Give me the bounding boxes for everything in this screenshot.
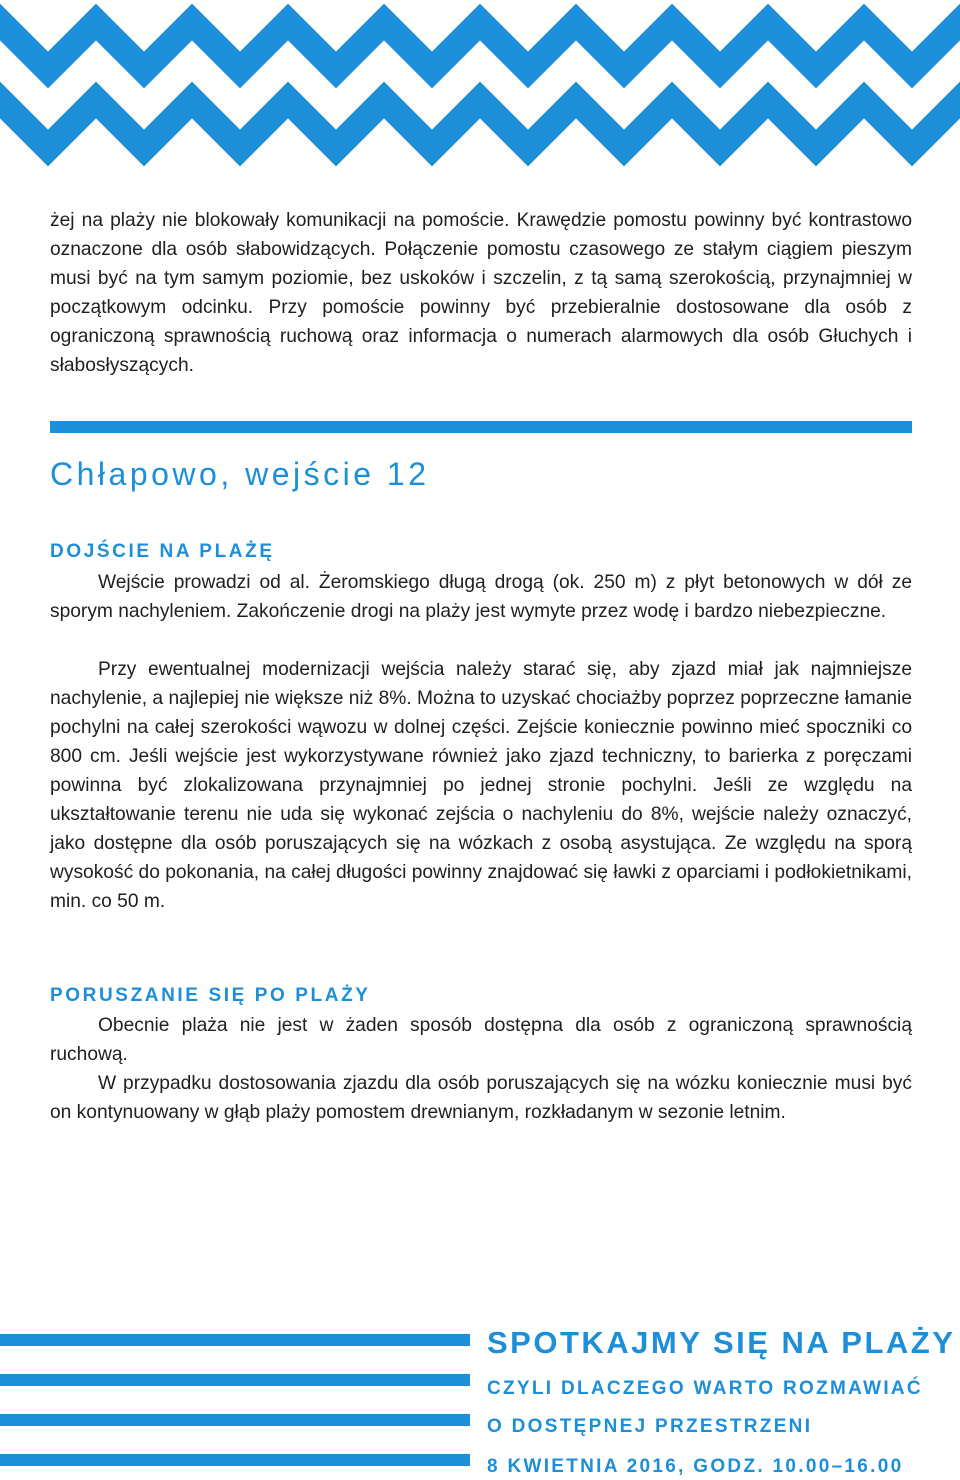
- intro-paragraph: żej na plaży nie blokowały komunikacji na pomoście. Krawędzie pomostu powinny być kontrastowo oznaczone dla osób słabowidzących. Połączenie pomostu czasowego ze stałym ciągiem pieszym musi być na tym samym poziomie, bez uskoków i szczelin, z tą samą szerokością, przynajmniej w początkowym odcinku. Przy pomoście powinny być przebieralnie dostosowane dla osób z ograniczoną sprawnością ruchową oraz informacja o numerach alarmowych dla osób Głuchych i słabosłyszących.: [50, 210, 912, 376]
- footer-subtitle-line1: CZYLI DLACZEGO WARTO ROZMAWIAĆ: [487, 1378, 923, 1399]
- access-paragraph-2: Przy ewentualnej modernizacji wejścia należy starać się, aby zjazd miał jak najmniejsze nachylenie, a najlepiej nie większe niż 8%. Można to uzyskać chociażby poprzez poprzeczne łamanie pochylni na całej szerokości wąwozu w dolnej części. Zejście koniecznie powinno mieć spoczniki co 800 cm. Jeśli wejście jest wykorzystywane również jako zjazd techniczny, to barierka z poręczami powinna być zlokalizowana przynajmniej po jednej stronie pochylni. Jeśli ze względu na ukształtowanie terenu nie uda się wykonać zejścia o nachyleniu do 8%, wejście należy oznaczyć, jako dostępne dla osób poruszających się na wózkach z osobą asystująca. Ze względu na sporą wysokość do pokonania, na całej długości powinny znajdować się ławki z oparciami i podłokietnikami, min. co 50 m.: [50, 659, 912, 912]
- footer-stripe: [0, 1414, 470, 1426]
- movement-paragraph-1: Obecnie plaża nie jest w żaden sposób dostępna dla osób z ograniczoną sprawnością ruchową.: [50, 1015, 912, 1065]
- footer-stripe: [0, 1374, 470, 1386]
- footer-title: SPOTKAJMY SIĘ NA PLAŻY: [487, 1325, 956, 1360]
- footer-stripe: [0, 1454, 470, 1466]
- movement-heading: PORUSZANIE SIĘ PO PLAŻY: [50, 985, 371, 1006]
- access-paragraph-1: Wejście prowadzi od al. Żeromskiego długą drogą (ok. 250 m) z płyt betonowych w dół ze sporym nachyleniem. Zakończenie drogi na plaży jest wymyte przez wodę i bardzo niebezpieczne.: [50, 572, 912, 622]
- movement-paragraph-2: W przypadku dostosowania zjazdu dla osób poruszających się na wózku koniecznie musi być on kontynuowany w głąb plaży pomostem drewnianym, rozkładanym w sezonie letnim.: [50, 1073, 912, 1123]
- footer-subtitle-line2: O DOSTĘPNEJ PRZESTRZENI: [487, 1416, 813, 1437]
- section-divider: [50, 421, 912, 433]
- section-title: Chłapowo, wejście 12: [50, 456, 430, 492]
- footer-date: 8 KWIETNIA 2016, GODZ. 10.00–16.00: [487, 1456, 904, 1477]
- access-heading: DOJŚCIE NA PLAŻĘ: [50, 541, 275, 562]
- zigzag-pattern-icon: [0, 0, 960, 175]
- footer-stripe: [0, 1334, 470, 1346]
